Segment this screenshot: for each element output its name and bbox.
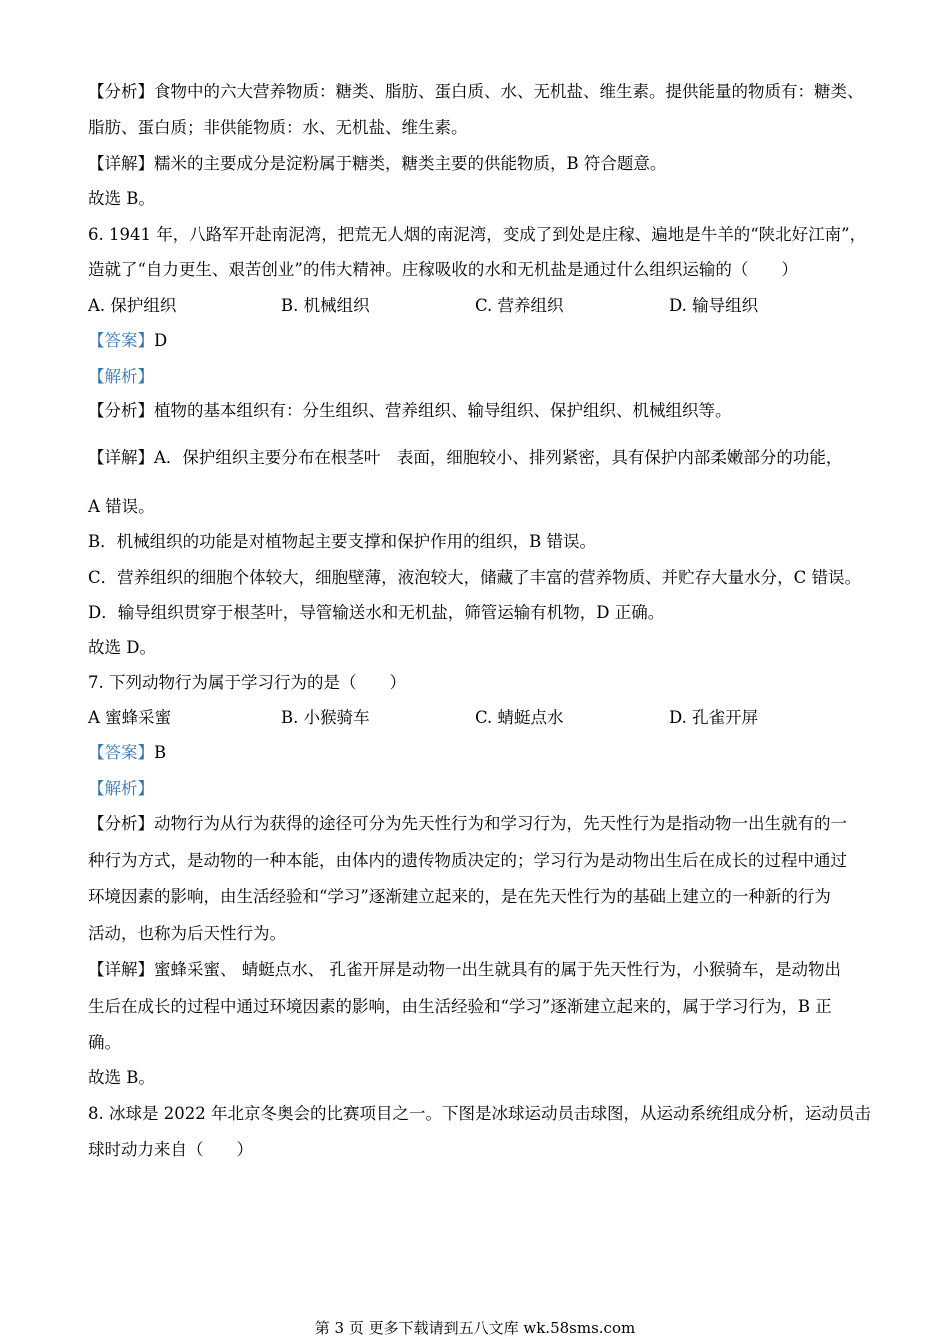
- q7-option-d: D. 孔雀开屏: [669, 708, 759, 727]
- analysis-nutrients-line-1: 【分析】食物中的六大营养物质：糖类、脂肪、蛋白质、水、无机盐、维生素。提供能量的物质有：糖类、: [88, 82, 864, 101]
- analysis-nutrients-line-2: 脂肪、蛋白质；非供能物质：水、无机盐、维生素。: [88, 118, 468, 137]
- q7-option-a: A 蜜蜂采蜜: [88, 708, 172, 727]
- q6-detail-c: C．营养组织的细胞个体较大，细胞壁薄，液泡较大，储藏了丰富的营养物质、并贮存大量水分，C 错误。: [88, 568, 861, 587]
- detail-glutinous-rice: 【详解】糯米的主要成分是淀粉属于糖类，糖类主要的供能物质，B 符合题意。: [88, 154, 667, 173]
- q6-detail-a-wrong: A 错误。: [88, 497, 155, 516]
- answer-label: 【答案】: [88, 743, 154, 762]
- q7-option-b: B. 小猴骑车: [281, 708, 370, 727]
- q6-option-a: A. 保护组织: [88, 296, 177, 315]
- q7-detail-line-3: 确。: [88, 1033, 121, 1052]
- q7-explanation-label: 【解析】: [88, 779, 154, 798]
- q6-detail-d: D．输导组织贯穿于根茎叶，导管输送水和无机盐，筛管运输有机物，D 正确。: [88, 603, 665, 622]
- q6-analysis: 【分析】植物的基本组织有：分生组织、营养组织、输导组织、保护组织、机械组织等。: [88, 401, 732, 420]
- q7-analysis-line-1: 【分析】动物行为从行为获得的途径可分为先天性行为和学习行为，先天性行为是指动物一出生就有的一: [88, 814, 847, 833]
- question-8-stem-line-2: 球时动力来自（ ）: [88, 1140, 253, 1159]
- selection-q5: 故选 B。: [88, 189, 155, 208]
- q7-analysis-line-4: 活动，也称为后天性行为。: [88, 924, 286, 943]
- q7-analysis-line-3: 环境因素的影响，由生活经验和“学习”逐渐建立起来的，是在先天性行为的基础上建立的一种新的行为: [88, 887, 831, 906]
- question-7-stem: 7. 下列动物行为属于学习行为的是（ ）: [88, 673, 406, 692]
- q6-answer: [88, 330, 167, 352]
- question-6-stem-line-1: 6. 1941 年，八路军开赴南泥湾，把荒无人烟的南泥湾，变成了到处是庄稼、遍地是牛羊的“陕北好江南”，: [88, 225, 867, 244]
- q7-detail-line-2: 生后在成长的过程中通过环境因素的影响，由生活经验和“学习”逐渐建立起来的，属于学习行为，B 正: [88, 997, 832, 1016]
- answer-value: D: [154, 331, 168, 350]
- page-footer: 第 3 页 更多下载请到五八文库 wk.58sms.com: [314, 1319, 636, 1337]
- q6-selection: 故选 D。: [88, 638, 156, 657]
- q6-option-b: B. 机械组织: [281, 296, 370, 315]
- q7-answer: [88, 742, 166, 764]
- answer-label: 【答案】: [88, 331, 154, 350]
- q6-explanation-label: 【解析】: [88, 367, 154, 386]
- q6-option-d: D. 输导组织: [669, 296, 759, 315]
- q7-detail-line-1: 【详解】蜜蜂采蜜、 蜻蜓点水、 孔雀开屏是动物一出生就具有的属于先天性行为，小猴骑车，是动物出: [88, 960, 841, 979]
- q6-detail-a: 【详解】A．保护组织主要分布在根茎叶 表面，细胞较小、排列紧密，具有保护内部柔嫩部分的功能，: [88, 448, 843, 467]
- q6-option-c: C. 营养组织: [475, 296, 564, 315]
- q7-selection: 故选 B。: [88, 1068, 155, 1087]
- q7-analysis-line-2: 种行为方式，是动物的一种本能，由体内的遗传物质决定的；学习行为是动物出生后在成长的过程中通过: [88, 851, 847, 870]
- q6-detail-b: B．机械组织的功能是对植物起主要支撑和保护作用的组织，B 错误。: [88, 532, 596, 551]
- answer-value: B: [154, 743, 167, 762]
- question-6-stem-line-2: 造就了“自力更生、艰苦创业”的伟大精神。庄稼吸收的水和无机盐是通过什么组织运输的（ ）: [88, 260, 798, 279]
- q7-option-c: C. 蜻蜓点水: [475, 708, 564, 727]
- question-8-stem-line-1: 8. 冰球是 2022 年北京冬奥会的比赛项目之一。下图是冰球运动员击球图，从运动系统组成分析，运动员击: [88, 1104, 871, 1123]
